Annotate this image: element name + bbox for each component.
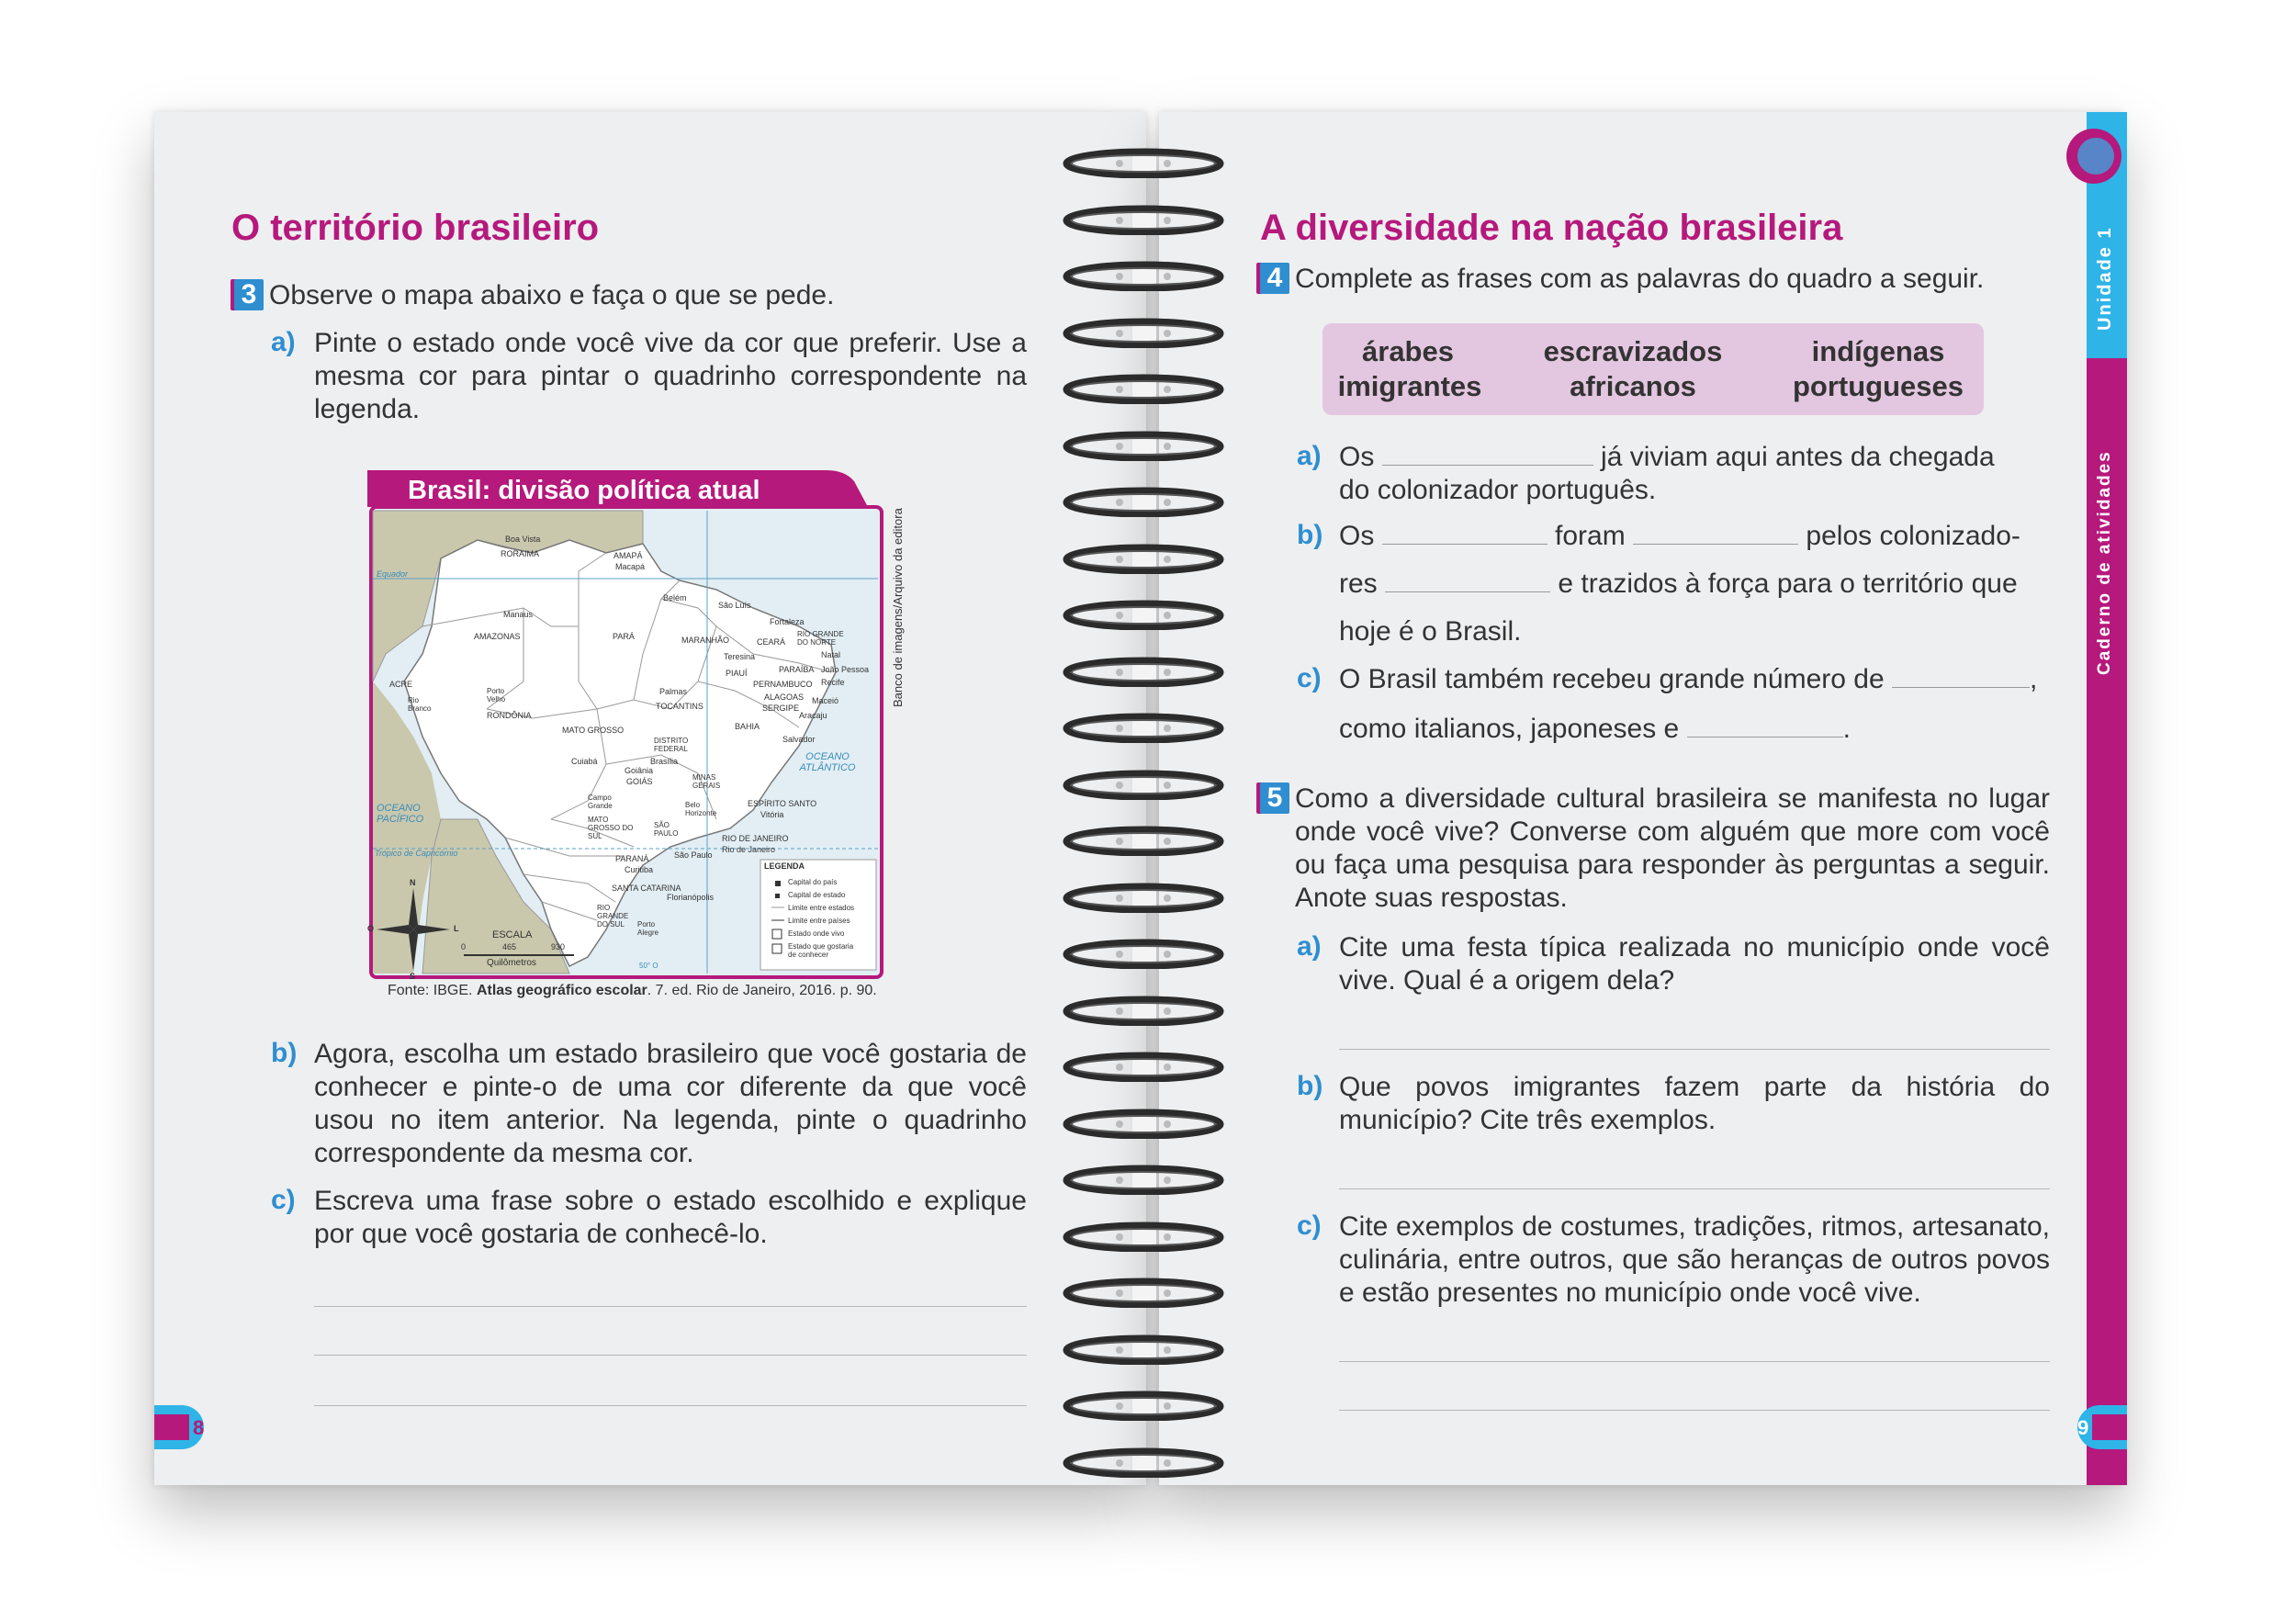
map-label-santa-catarina: SANTA CATARINA: [612, 884, 681, 893]
map-label-sao-paulo-city: São Paulo: [674, 850, 713, 860]
question-4-text: Complete as frases com as palavras do quadro a seguir.: [1295, 264, 1985, 294]
tab-book-label: Caderno de atividades: [2095, 450, 2114, 675]
spiral-ring: [1061, 597, 1226, 630]
map-label-acre: ACRE: [389, 680, 413, 689]
map-label-macapa: Macapá: [615, 562, 646, 571]
word-option: escravizados: [1543, 335, 1723, 367]
map-label-brasilia: Brasília: [650, 757, 679, 766]
map-label-natal: Natal: [821, 650, 841, 659]
item-5c-label: c): [1297, 1210, 1322, 1241]
map-label-mato-grosso: MATO GROSSO: [562, 726, 625, 735]
answer-line[interactable]: [1339, 1188, 2050, 1189]
legend-item: Capital do país: [788, 878, 838, 886]
spiral-ring: [1061, 1275, 1226, 1308]
map-label-teresina: Teresina: [724, 652, 756, 661]
legend-item: Limite entre estados: [788, 904, 855, 912]
spiral-ring: [1061, 371, 1226, 404]
map-label-joao-pessoa: João Pessoa: [821, 665, 870, 674]
map-label-belo-horizonte: Belo Horizonte: [685, 801, 717, 817]
item-4a-text1: Os: [1339, 442, 1375, 472]
map-label-parana: PARANÁ: [615, 854, 649, 863]
map-label-equador: Equador: [377, 569, 409, 579]
item-5c-text: Cite exemplos de costumes, tradições, ritmos, artesanato, culinária, entre outros, que são heranças de outros povos e estão presentes no município onde você vive.: [1339, 1211, 2050, 1308]
question-number-4: 4: [1260, 263, 1289, 294]
map-scale-0: 0: [461, 942, 467, 951]
item-5a-label: a): [1297, 931, 1322, 962]
question-5-text: Como a diversidade cultural brasileira se manifesta no lugar onde você vive? Converse com alguém que more com você ou faça uma pesquisa para responder às perguntas a seguir. Anote suas respostas.: [1295, 783, 2050, 913]
item-4a-line1: [1339, 441, 2046, 474]
map-label-aracaju: Aracaju: [799, 711, 827, 720]
map-label-espirito-santo: ESPÍRITO SANTO: [748, 799, 817, 808]
item-4c-text2: ,: [2030, 664, 2038, 694]
spiral-ring: [1061, 993, 1226, 1026]
item-5b-label: b): [1297, 1071, 1323, 1101]
spiral-ring: [1061, 428, 1226, 461]
map-label-sao-luis: São Luís: [718, 601, 751, 610]
map-label-rio-de-janeiro-city: Rio de Janeiro: [722, 845, 776, 854]
map-label-rio-de-janeiro-state: RIO DE JANEIRO: [722, 834, 789, 843]
legend-item-desired-state[interactable]: Estado que gostaria de conhecer: [788, 942, 854, 959]
answer-line[interactable]: [314, 1355, 1027, 1356]
word-option: indígenas: [1811, 335, 1945, 367]
item-4c-line2: [1339, 713, 2046, 746]
compass-east: L: [454, 924, 459, 933]
compass-south: S: [410, 972, 416, 981]
map-label-palmas: Palmas: [659, 687, 688, 696]
map-label-para: PARÁ: [613, 632, 635, 641]
map-label-quilometros: Quilômetros: [487, 958, 536, 968]
question-number-5-wrap: [1260, 782, 1295, 814]
map-label-sergipe: SERGIPE: [762, 704, 800, 713]
spiral-ring: [1061, 484, 1226, 517]
map-scale-930: 930: [551, 942, 566, 951]
map-label-fortaleza: Fortaleza: [770, 617, 805, 626]
map-label-belem: Belém: [663, 593, 687, 602]
word-option: portugueses: [1792, 370, 1964, 402]
spiral-ring: [1061, 767, 1226, 800]
right-page-title: A diversidade na nação brasileira: [1260, 208, 1843, 248]
blank-field[interactable]: [1892, 665, 2030, 688]
page-number-badge-inner: [2092, 1414, 2127, 1440]
item-a-label: a): [271, 327, 296, 357]
spiral-ring: [1061, 880, 1226, 913]
item-4b-line2: [1339, 568, 2046, 601]
spiral-ring: [1061, 1388, 1226, 1421]
spiral-ring: [1061, 1106, 1226, 1139]
item-4b-line1: [1339, 520, 2046, 553]
map-label-escala: ESCALA: [492, 929, 533, 940]
item-c-label: c): [271, 1185, 296, 1215]
item-4c-text4: .: [1842, 714, 1851, 744]
blank-field[interactable]: [1382, 522, 1548, 545]
spiral-ring: [1061, 202, 1226, 235]
map-label-curitiba: Curitiba: [625, 865, 654, 874]
item-4a-text3: do colonizador português.: [1339, 475, 1657, 505]
map-label-campo-grande: Campo Grande: [588, 794, 613, 810]
map-source: [388, 983, 877, 999]
map-label-tropico: Trópico de Capricórnio: [375, 849, 458, 858]
legend-item-own-state[interactable]: Estado onde vivo: [788, 929, 845, 938]
map-label-goias: GOIÁS: [626, 777, 653, 786]
answer-line[interactable]: [314, 1306, 1027, 1307]
item-4c-line1: [1339, 663, 2046, 696]
spiral-ring: [1061, 1219, 1226, 1252]
map-scale-465: 465: [502, 942, 517, 951]
map-label-goiania: Goiânia: [625, 766, 654, 775]
spiral-ring: [1061, 654, 1226, 687]
word-option: imigrantes: [1337, 370, 1482, 402]
map-label-cuiaba: Cuiabá: [571, 757, 598, 766]
map-label-amazonas: AMAZONAS: [474, 632, 521, 641]
blank-field[interactable]: [1385, 569, 1550, 592]
map-label-bahia: BAHIA: [735, 722, 760, 731]
map-label-distrito-federal: DISTRITO FEDERAL: [654, 737, 689, 753]
answer-line[interactable]: [1339, 1361, 2050, 1362]
map-label-oceano-atlantico: OCEANO ATLÂNTICO: [799, 751, 856, 773]
map-label-mato-grosso-do-sul: MATO GROSSO DO SUL: [588, 816, 634, 840]
map-legend-title: LEGENDA: [764, 861, 805, 871]
map-label-alagoas: ALAGOAS: [764, 692, 805, 702]
legend-item: Limite entre países: [788, 917, 850, 925]
word-option: africanos: [1570, 370, 1696, 402]
item-c-text: Escreva uma frase sobre o estado escolhido e explique por que você gostaria de conhecê-lo.: [314, 1186, 1027, 1249]
map-label-piaui: PIAUÍ: [726, 669, 748, 678]
map-label-meridian: 50° O: [639, 962, 658, 970]
map-label-porto-velho: Porto Velho: [487, 687, 506, 704]
map-label-pernambuco: PERNAMBUCO: [753, 680, 813, 689]
map-label-paraiba: PARAÍBA: [779, 665, 815, 674]
blank-field[interactable]: [1633, 522, 1798, 545]
spiral-ring: [1061, 541, 1226, 574]
page-number: 8: [193, 1416, 205, 1439]
spiral-ring: [1061, 145, 1226, 178]
spiral-ring: [1061, 710, 1226, 743]
map-label-manaus: Manaus: [503, 610, 534, 619]
item-5b-text: Que povos imigrantes fazem parte da história do município? Cite três exemplos.: [1339, 1072, 2050, 1135]
item-4b-text1: Os: [1339, 521, 1375, 551]
map-label-minas-gerais: MINAS GERAIS: [692, 773, 721, 790]
item-4c-text3: como italianos, japoneses e: [1339, 714, 1680, 744]
question-number-3: 3: [234, 279, 264, 310]
map-label-ceara: CEARÁ: [757, 637, 786, 647]
item-4b-text3: pelos colonizado-: [1806, 521, 2020, 551]
left-page-title: O território brasileiro: [231, 208, 600, 248]
answer-line[interactable]: [1339, 1049, 2050, 1050]
blank-field[interactable]: [1382, 443, 1593, 466]
answer-line[interactable]: [1339, 1410, 2050, 1411]
map-label-vitoria: Vitória: [760, 810, 784, 819]
map-label-rio-grande-do-sul: RIO GRANDE DO SUL: [597, 904, 629, 929]
item-5a-text: Cite uma festa típica realizada no município onde você vive. Qual é a origem dela?: [1339, 932, 2050, 996]
item-4b-label: b): [1297, 520, 1323, 550]
question-3-text: Observe o mapa abaixo e faça o que se pede.: [269, 280, 835, 310]
spiral-ring: [1061, 1445, 1226, 1478]
compass-north: N: [410, 878, 416, 887]
item-4b-text2: foram: [1555, 521, 1626, 551]
page-number-badge-inner: [154, 1414, 189, 1440]
item-4c-label: c): [1297, 663, 1322, 693]
map-source-title: Atlas geográfico escolar: [476, 983, 647, 998]
item-b-label: b): [271, 1038, 298, 1068]
answer-line[interactable]: [314, 1405, 1027, 1406]
question-number-5: 5: [1260, 782, 1289, 814]
spiral-ring: [1061, 315, 1226, 348]
compass-west: O: [367, 924, 375, 933]
map-label-tocantins: TOCANTINS: [656, 702, 703, 711]
spiral-ring: [1061, 823, 1226, 856]
map-label-recife: Recife: [821, 678, 845, 687]
map-label-boa-vista: Boa Vista: [505, 535, 541, 544]
item-4a-text2: já viviam aqui antes da chegada: [1601, 442, 1995, 472]
item-4c-text1: O Brasil também recebeu grande número de: [1339, 664, 1885, 694]
tab-circle-inner: [2077, 138, 2114, 175]
tab-unit-label: Unidade 1: [2095, 226, 2115, 331]
map-source-suffix: . 7. ed. Rio de Janeiro, 2016. p. 90.: [647, 983, 877, 998]
map-label-maceio: Maceió: [812, 696, 839, 705]
spiral-ring: [1061, 258, 1226, 291]
spiral-ring: [1061, 1049, 1226, 1082]
map-source-prefix: Fonte: IBGE.: [388, 983, 477, 998]
item-a-text: Pinte o estado onde você vive da cor que preferir. Use a mesma cor para pintar o quadrinho correspondente na legenda.: [314, 328, 1027, 424]
map-credit: Banco de imagens/Arquivo da editora: [891, 508, 905, 707]
map-label-maranhao: MARANHÃO: [681, 636, 730, 645]
map-label-salvador: Salvador: [782, 735, 816, 744]
map-label-rio-grande-do-norte: RIO GRANDE DO NORTE: [797, 630, 844, 647]
map-label-florianopolis: Florianópolis: [667, 893, 715, 902]
item-4b-text4: res: [1339, 569, 1378, 599]
brazil-map: [367, 470, 887, 980]
map-label-rio-branco: Rio Branco: [408, 696, 432, 713]
question-3: [234, 279, 1024, 312]
blank-field[interactable]: [1687, 715, 1843, 737]
map-label-sao-paulo-state: SÃO PAULO: [654, 821, 679, 838]
item-4a-label: a): [1297, 441, 1322, 471]
page-number: 9: [2077, 1416, 2089, 1439]
map-label-porto-alegre: Porto Alegre: [637, 920, 659, 937]
spiral-ring: [1061, 1332, 1226, 1365]
map-label-roraima: RORAIMA: [501, 549, 540, 558]
map-label-oceano-pacifico: OCEANO PACÍFICO: [377, 803, 424, 825]
item-4b-text6: hoje é o Brasil.: [1339, 616, 1522, 647]
word-option: árabes: [1362, 335, 1454, 367]
map-label-amapa: AMAPÁ: [613, 551, 643, 560]
legend-item: Capital de estado: [788, 891, 846, 899]
map-label-rondonia: RONDÔNIA: [487, 711, 532, 720]
item-b-text: Agora, escolha um estado brasileiro que você gostaria de conhecer e pinte-o de uma cor diferente da que você usou no item anterior. Na legenda, pinte o quadrinho correspondente da mesma cor.: [314, 1039, 1027, 1168]
question-4: [1260, 263, 2050, 296]
spiral-ring: [1061, 1162, 1226, 1195]
item-4b-text5: e trazidos à força para o território que: [1558, 569, 2018, 599]
spiral-ring: [1061, 936, 1226, 969]
map-title: Brasil: divisão política atual: [408, 476, 760, 505]
